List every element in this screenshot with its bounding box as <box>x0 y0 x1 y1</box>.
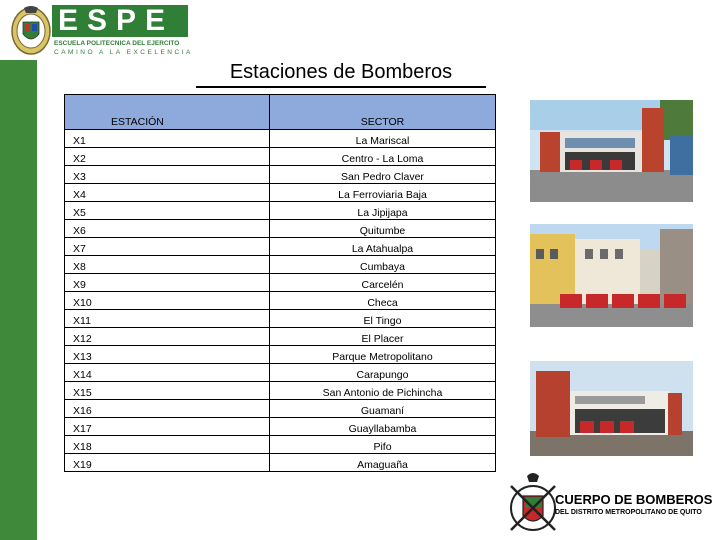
table-row <box>65 364 496 382</box>
espe-logo-text: ESPE <box>58 4 175 37</box>
fire-department-name: CUERPO DE BOMBEROS <box>555 492 713 507</box>
sector-cell: El Placer <box>270 328 496 346</box>
sector-cell: San Pedro Claver <box>270 166 496 184</box>
table-row <box>65 202 496 220</box>
table-row <box>65 256 496 274</box>
sector-cell: El Tingo <box>270 310 496 328</box>
institution-motto: CAMINO A LA EXCELENCIA <box>54 49 193 56</box>
station-cell: X8 <box>65 256 270 274</box>
sector-cell: La Atahualpa <box>270 238 496 256</box>
sector-cell: Guamaní <box>270 400 496 418</box>
page-title: Estaciones de Bomberos <box>229 61 453 83</box>
table-row <box>65 238 496 256</box>
sector-cell: Carcelén <box>270 274 496 292</box>
station-cell: X13 <box>65 346 270 364</box>
table-row <box>65 220 496 238</box>
station-cell: X10 <box>65 292 270 310</box>
fire-department-district: DEL DISTRITO METROPOLITANO DE QUITO <box>555 509 702 516</box>
table-row <box>65 292 496 310</box>
espe-wordmark <box>52 5 188 37</box>
sector-cell: La Jipijapa <box>270 202 496 220</box>
station-cell: X7 <box>65 238 270 256</box>
station-cell: X9 <box>65 274 270 292</box>
station-cell: X19 <box>65 454 270 472</box>
table-row <box>65 418 496 436</box>
sector-cell: Amaguaña <box>270 454 496 472</box>
sector-cell: Centro - La Loma <box>270 148 496 166</box>
left-green-bar <box>0 60 37 540</box>
header-sector: SECTOR <box>270 95 496 130</box>
header-station: ESTACIÓN <box>65 95 270 130</box>
table-row <box>65 346 496 364</box>
table-header-row <box>65 95 496 130</box>
sector-cell: Pifo <box>270 436 496 454</box>
sector-cell: Quitumbe <box>270 220 496 238</box>
institution-name: ESCUELA POLITECNICA DEL EJERCITO <box>54 40 180 47</box>
table-row <box>65 130 496 148</box>
station-cell: X3 <box>65 166 270 184</box>
sector-cell: Guayllabamba <box>270 418 496 436</box>
sector-cell: La Ferroviaria Baja <box>270 184 496 202</box>
table-row <box>65 274 496 292</box>
station-cell: X16 <box>65 400 270 418</box>
table-row <box>65 436 496 454</box>
table-row <box>65 166 496 184</box>
sector-cell: San Antonio de Pichincha <box>270 382 496 400</box>
station-cell: X15 <box>65 382 270 400</box>
station-cell: X12 <box>65 328 270 346</box>
espe-logo <box>0 0 193 60</box>
table-row <box>65 454 496 472</box>
sector-cell: Checa <box>270 292 496 310</box>
station-cell: X11 <box>65 310 270 328</box>
sector-cell: La Mariscal <box>270 130 496 148</box>
station-cell: X18 <box>65 436 270 454</box>
espe-crest-icon <box>10 4 52 56</box>
station-cell: X2 <box>65 148 270 166</box>
sector-cell: Parque Metropolitano <box>270 346 496 364</box>
station-cell: X17 <box>65 418 270 436</box>
table-row <box>65 184 496 202</box>
sector-cell: Carapungo <box>270 364 496 382</box>
station-cell: X1 <box>65 130 270 148</box>
table-row <box>65 328 496 346</box>
title-underline <box>196 86 486 88</box>
station-cell: X14 <box>65 364 270 382</box>
station-photo-1 <box>530 100 693 202</box>
station-cell: X4 <box>65 184 270 202</box>
station-cell: X5 <box>65 202 270 220</box>
station-photo-3 <box>530 361 693 456</box>
table-row <box>65 382 496 400</box>
table-row <box>65 310 496 328</box>
stations-table <box>64 94 496 472</box>
table-row <box>65 400 496 418</box>
table-row <box>65 148 496 166</box>
station-cell: X6 <box>65 220 270 238</box>
station-photo-2 <box>530 224 693 327</box>
sector-cell: Cumbaya <box>270 256 496 274</box>
